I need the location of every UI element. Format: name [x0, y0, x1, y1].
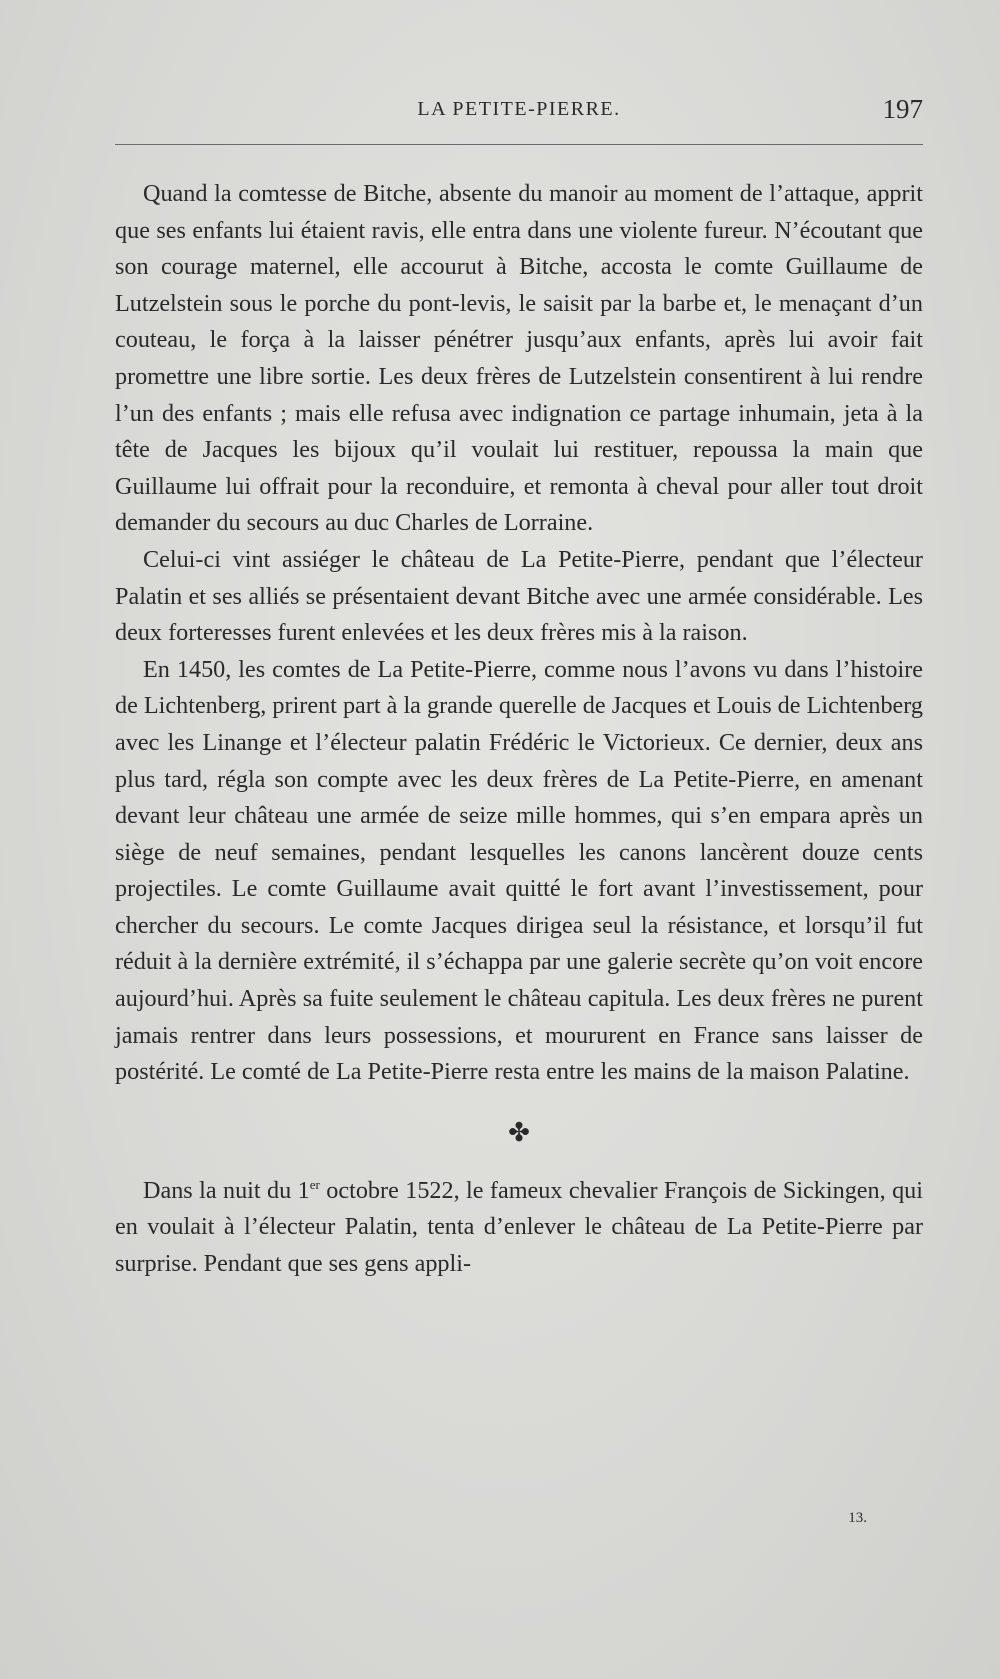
body-text [115, 176, 923, 1283]
paragraph-3: En 1450, les comtes de La Petite-Pierre, comme nous l’avons vu dans l’histoire de Lichtenberg, prirent part à la grande querelle de Jacques et Louis de Lichtenberg avec les Linange et l’électeur palatin Frédéric le Victorieux. Ce dernier, deux ans plus tard, régla son compte avec les deux frères de La Petite-Pierre, en amenant devant leur château une armée de seize mille hommes, qui s’en empara après un siège de neuf semaines, pendant lesquelles les canons lancèrent douze cents projectiles. Le comte Guillaume avait quitté le fort avant l’investissement, pour chercher du secours. Le comte Jacques dirigea seul la résistance, et lorsqu’il fut réduit à la dernière extrémité, il s’échappa par une galerie secrète qu’on voit encore aujourd’hui. Après sa fuite seulement le château capitula. Les deux frères ne purent jamais rentrer dans leurs possessions, et moururent en France sans laisser de postérité. Le comté de La Petite-Pierre resta entre les mains de la maison Palatine. [115, 655, 923, 1086]
page-number: 197 [882, 94, 923, 124]
running-title: LA PETITE-PIERRE. [417, 98, 621, 120]
signature-mark: 13. [848, 1510, 867, 1526]
header-rule [115, 144, 923, 145]
paragraph-2: Celui-ci vint assiéger le château de La Petite-Pierre, pendant que l’électeur Palatin et ses alliés se présentaient devant Bitche avec une armée considérable. Les deux forteresses furent enlevées et les deux frères mis à la raison. [115, 545, 923, 647]
ordinal-superscript: er [309, 1176, 320, 1192]
ornament-icon: ✤ [508, 1117, 530, 1147]
paragraph-4-start: Dans la nuit du 1 [143, 1176, 310, 1204]
paragraph-1: Quand la comtesse de Bitche, absente du manoir au moment de l’attaque, apprit que ses enfants lui étaient ravis, elle entra dans une violente fureur. N’écoutant que son courage maternel, elle accourut à Bitche, accosta le comte Guillaume de Lutzelstein sous le porche du pont-levis, le saisit par la barbe et, le menaçant d’un couteau, le força à la laisser pénétrer jusqu’aux enfants, après lui avoir fait promettre une libre sortie. Les deux frères de Lutzelstein consentirent à lui rendre l’un des enfants ; mais elle refusa avec indignation ce partage inhumain, jeta à la tête de Jacques les bijoux qu’il voulait lui restituer, repoussa la main que Guillaume lui offrait pour la reconduire, et remonta à cheval pour aller tout droit demander du secours au duc Charles de Lorraine. [115, 180, 923, 537]
paragraph-4 [115, 1173, 923, 1283]
paragraph-4-rest: octobre 1522, le fameux chevalier François de Sickingen, qui en voulait à l’électeur Palatin, tenta d’enlever le château de La Petite-Pierre par surprise. Pendant que ses gens appli- [115, 1176, 923, 1278]
running-head [115, 96, 923, 128]
